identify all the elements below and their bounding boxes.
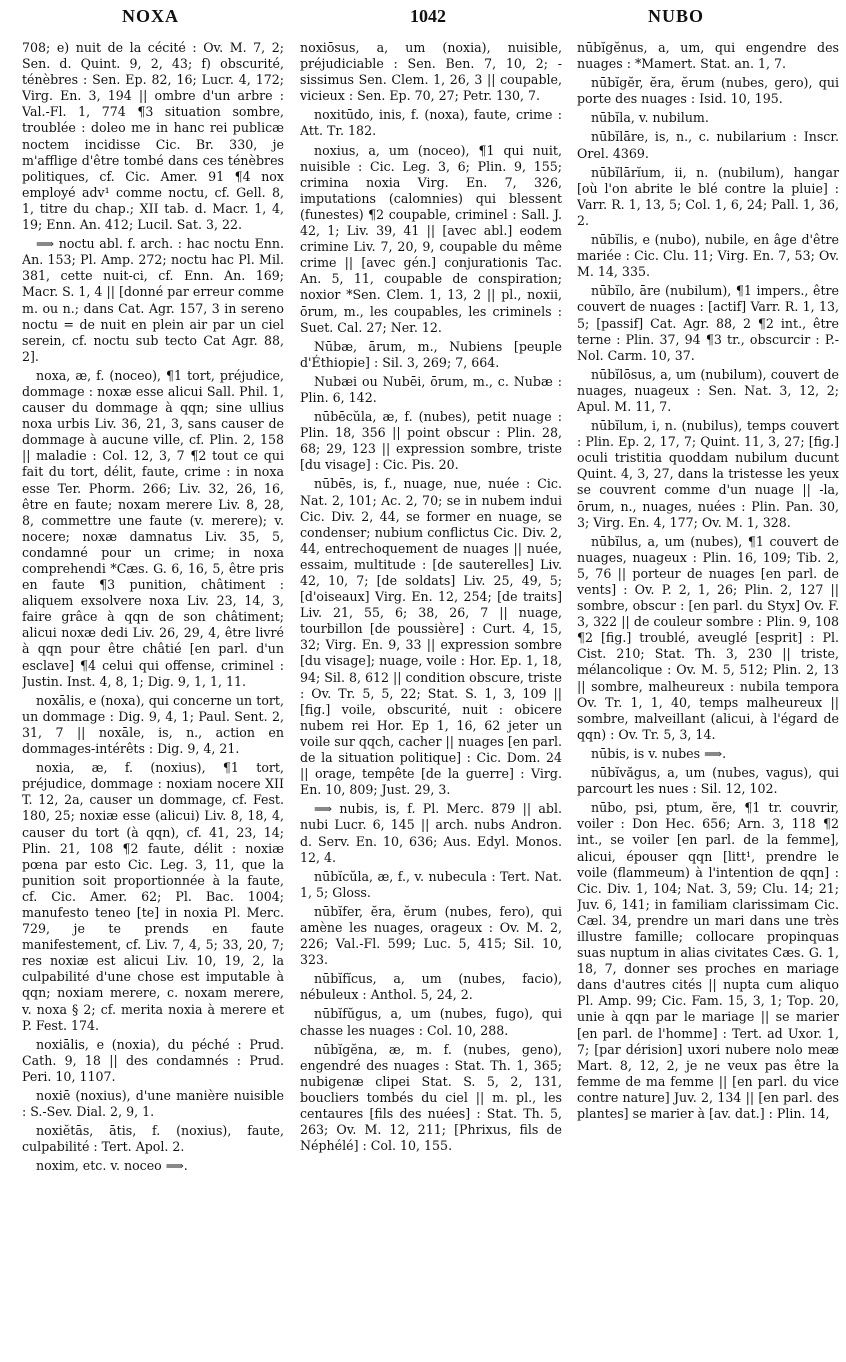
dictionary-entry: nūbĭgĕna, æ, m. f. (nubes, geno), engendré des nuages : Stat. Th. 1, 365; nubigenæ clipei Stat. S. 5, 2, 131, boucliers tombés du ciel || m. pl., les centaures [fils des nuées] : Stat. Th. 5, 263; Ov. M. 12, 211; [Phrixus, fils de Néphélé] : Col. 10, 155.: [300, 1041, 562, 1154]
page-number: 1042: [410, 6, 446, 26]
column-3: [577, 40, 839, 1356]
dictionary-entry: noxius, a, um (noceo), ¶1 qui nuit, nuisible : Cic. Leg. 3, 6; Plin. 9, 155; crimina noxia Virg. En. 7, 326, imputations (calomnies) qui blessent (funestes) ¶2 coupable, criminel : Sall. J. 42, 1; Liv. 39, 41 || [avec abl.] eodem crimine Liv. 7, 20, 9, coupable du même crime || [avec gén.] conjurationis Tac. An. 5, 11, coupable de conspiration; noxior *Sen. Clem. 1, 13, 2 || pl., noxii, ōrum, m., les coupables, les criminels : Suet. Cal. 27; Ner. 12.: [300, 142, 562, 335]
dictionary-entry: nūbĭgĕnus, a, um, qui engendre des nuages : *Mamert. Stat. an. 1, 7.: [577, 40, 839, 72]
dictionary-entry: nūbĭgĕr, ĕra, ĕrum (nubes, gero), qui porte des nuages : Isid. 10, 195.: [577, 75, 839, 107]
dictionary-entry: noxim, etc. v. noceo ⟹.: [36, 1158, 188, 1174]
dictionary-entry: nūbĭfŭgus, a, um (nubes, fugo), qui chasse les nuages : Col. 10, 288.: [300, 1006, 562, 1038]
dictionary-entry: nūbĭfer, ĕra, ĕrum (nubes, fero), qui amène les nuages, orageux : Ov. M. 2, 226; Val.-Fl. 599; Luc. 5, 415; Sil. 10, 323.: [300, 903, 562, 968]
dictionary-entry: Nūbæ, ārum, m., Nubiens [peuple d'Éthiopie] : Sil. 3, 269; 7, 664.: [300, 338, 562, 370]
dictionary-entry: noxiālis, e (noxia), du péché : Prud. Cath. 9, 18 || des condamnés : Prud. Peri. 10, 1107.: [22, 1036, 284, 1084]
dictionary-entry: noxitūdo, inis, f. (noxa), faute, crime : Att. Tr. 182.: [300, 107, 562, 139]
dictionary-entry: nūbis, is v. nubes ⟹.: [591, 745, 727, 761]
dictionary-entry: nūbĭlārĭum, ii, n. (nubilum), hangar [où l'on abrite le blé contre la pluie] : Varr. R. 1, 13, 5; Col. 1, 6, 24; Pall. 1, 36, 2.: [577, 164, 839, 228]
dictionary-entry: noxia, æ, f. (noxius), ¶1 tort, préjudice, dommage : noxiam nocere XII T. 12, 2a, causer un dommage, cf. Fest. 180, 25; noxiæ esse (alicui) Liv. 8, 18, 4, causer du tort (à qqn), cf. 41, 23, 14; Plin. 21, 108 ¶2 faute, délit : noxiæ pœna par esto Cic. Leg. 3, 11, que la punition soit proportionnée à la faute, cf. Cic. Amer. 62; Pl. Bac. 1004; manufesto teneo [te] in noxia Pl. Merc. 729, je te prends en faute manifestement, cf. Liv. 7, 4, 5; 33, 20, 7; res noxiæ est alicui Liv. 10, 19, 2, la culpabilité d'une chose est imputable à qqn; noxiam merere, c. noxam merere, v. noxa § 2; cf. merita noxia à merere et P. Fest. 174.: [22, 760, 284, 1033]
dictionary-entry: noxiē (noxius), d'une manière nuisible : S.-Sev. Dial. 2, 9, 1.: [22, 1088, 284, 1120]
dictionary-entry: ⟹ nubis, is, f. Pl. Merc. 879 || abl. nubi Lucr. 6, 145 || arch. nubs Andron. d. Serv. En. 10, 636; Aus. Edyl. Monos. 12, 4.: [300, 801, 562, 865]
column-2: [300, 40, 562, 1356]
dictionary-entry: nūbēs, is, f., nuage, nue, nuée : Cic. Nat. 2, 101; Ac. 2, 70; se in nubem indui Cic. Div. 2, 44, se former en nuage, se condenser; nubium conflictus Cic. Div. 2, 44, entrechoquement de nuages || nuée, essaim, multitude : [de sauterelles] Liv. 42, 10, 7; [de soldats] Liv. 25, 49, 5; [d'oiseaux] Virg. En. 12, 254; [de traits] Liv. 21, 55, 6; 38, 26, 7 || nuage, tourbillon [de poussière] : Curt. 4, 15, 32; Virg. En. 9, 33 || expression sombre [du visage]; nuage, voile : Hor. Ep. 1, 18, 94; Sil. 8, 612 || condition obscure, triste : Ov. Tr. 5, 5, 22; Stat. S. 1, 3, 109 || [fig.] voile, obscurité, nuit : obicere nubem rei Hor. Ep 1, 16, 62 jeter un voile sur qqch, cacher || nuages [en parl. de la situation politique] : Cic. Dom. 24 || orage, tempête [de la guerre] : Virg. En. 10, 809; Just. 29, 3.: [300, 476, 562, 798]
dictionary-entry: nūbĭlus, a, um (nubes), ¶1 couvert de nuages, nuageux : Plin. 16, 109; Tib. 2, 5, 76 || porteur de nuages [en parl. de vents] : Ov. P. 2, 1, 26; Plin. 2, 127 || sombre, obscur : [en parl. du Styx] Ov. F. 3, 322 || de couleur sombre : Plin. 9, 108 ¶2 [fig.] troublé, aveuglé [esprit] : Pl. Cist. 210; Stat. Th. 3, 230 || triste, mélancolique : Ov. M. 5, 512; Plin. 2, 13 || sombre, malheureux : nubila tempora Ov. Tr. 1, 1, 40, temps malheureux || sombre, malveillant (alicui, à l'égard de qqn) : Ov. Tr. 5, 3, 14.: [577, 533, 839, 742]
dictionary-entry: nūbĭvăgus, a, um (nubes, vagus), qui parcourt les nues : Sil. 12, 102.: [577, 765, 839, 797]
dictionary-entry: nūbĭlum, i, n. (nubilus), temps couvert : Plin. Ep. 2, 17, 7; Quint. 11, 3, 27; [fig.] oculi tristitia quoddam nubilum ducunt Quint. 4, 3, 27, dans la tristesse les yeux se couvrent comme d'un nuage || -la, ōrum, n., nuages, nuées : Plin. Pan. 30, 3; Virg. En. 4, 177; Ov. M. 1, 328.: [577, 418, 839, 530]
column-1: [22, 40, 284, 1356]
dictionary-entry: noxālis, e (noxa), qui concerne un tort, un dommage : Dig. 9, 4, 1; Paul. Sent. 2, 31, 7 || noxāle, is, n., action en dommages-intérêts : Dig. 9, 4, 21.: [22, 692, 284, 757]
dictionary-entry: nūbĭlōsus, a, um (nubilum), couvert de nuages, nuageux : Sen. Nat. 3, 12, 2; Apul. M. 11, 7.: [577, 366, 839, 414]
page-header: [20, 6, 826, 32]
dictionary-entry: nūbĭlis, e (nubo), nubile, en âge d'être mariée : Cic. Clu. 11; Virg. En. 7, 53; Ov. M. 14, 335.: [577, 232, 839, 280]
dictionary-entry: 708; e) nuit de la cécité : Ov. M. 7, 2; Sen. d. Quint. 9, 2, 43; f) obscurité, ténèbres : Sen. Ep. 82, 16; Lucr. 4, 172; Virg. En. 3, 194 || ombre d'un arbre : Val.-Fl. 1, 774 ¶3 situation sombre, troublée : doleo me in hanc rei publicæ noctem incidisse Cic. Br. 330, je m'afflige d'être tombé dans ces ténèbres politiques, cf. Cic. Amer. 91 ¶4 nox employé adv¹ comme noctu, cf. Gell. 8, 1, titre du chap.; XII tab. d. Macr. 1, 4, 19; Enn. An. 412; Lucil. Sat. 3, 22.: [22, 40, 284, 233]
dictionary-entry: nūbĭcŭla, æ, f., v. nubecula : Tert. Nat. 1, 5; Gloss.: [300, 868, 562, 900]
dictionary-entry: nūbĭlo, āre (nubilum), ¶1 impers., être couvert de nuages : [actif] Varr. R. 1, 13, 5; [passif] Cat. Agr. 88, 2 ¶2 int., être terne : Plin. 37, 94 ¶3 tr., obscurcir : P.-Nol. Carm. 10, 37.: [577, 283, 839, 363]
dictionary-entry: noxiōsus, a, um (noxia), nuisible, préjudiciable : Sen. Ben. 7, 10, 2; -sissimus Sen. Clem. 1, 26, 3 || coupable, vicieux : Sen. Ep. 70, 27; Petr. 130, 7.: [300, 40, 562, 104]
dictionary-entry: nūbĭlāre, is, n., c. nubilarium : Inscr. Orel. 4369.: [577, 129, 839, 161]
dictionary-entry: nūbĭla, v. nubilum.: [591, 110, 709, 126]
running-head-right: NUBO: [648, 6, 705, 26]
dictionary-entry: Nubæi ou Nubēi, ōrum, m., c. Nubæ : Plin. 6, 142.: [300, 373, 562, 405]
dictionary-entry: nūbĭfĭcus, a, um (nubes, facio), nébuleux : Anthol. 5, 24, 2.: [300, 971, 562, 1003]
running-head-left: NOXA: [122, 6, 179, 26]
dictionary-entry: nūbēcŭla, æ, f. (nubes), petit nuage : Plin. 18, 356 || point obscur : Plin. 28, 68; 29, 123 || expression sombre, triste [du visage] : Cic. Pis. 20.: [300, 409, 562, 473]
dictionary-entry: nūbo, psi, ptum, ĕre, ¶1 tr. couvrir, voiler : Don Hec. 656; Arn. 3, 118 ¶2 int., se voiler [en parl. de la femme], alicui, épouser qqn [litt¹, prendre le voile (flammeum) à l'intention de qqn] : Cic. Div. 1, 104; Nat. 3, 59; Clu. 14; 21; Juv. 6, 141; in familiam clarissimam Cic. Cæl. 34, prendre un mari dans une très illustre famille; collocare propinquas suas nuptum in alias civitates Cæs. G. 1, 18, 7, donner ses proches en mariage dans d'autres cités || nupta cum aliquo Pl. Amp. 99; Cic. Fam. 15, 3, 1; Top. 20, unie à qqn par le mariage || se marier [en parl. de l'homme] : Tert. ad Uxor. 1, 7; [par dérision] uxori nubere nolo meæ Mart. 8, 12, 2, je ne veux pas être la femme de ma femme || [en parl. du vice contre nature] Juv. 2, 134 || [en parl. des plantes] se marier à [av. dat.] : Plin. 14,: [577, 800, 839, 1121]
dictionary-entry: noxa, æ, f. (noceo), ¶1 tort, préjudice, dommage : noxæ esse alicui Sall. Phil. 1, causer du dommage à qqn; sine ullius noxa urbis Liv. 36, 21, 3, sans causer de dommage à aucune ville, cf. Plin. 2, 158 || maladie : Col. 12, 3, 7 ¶2 tout ce qui fait du tort, délit, faute, crime : in noxa esse Ter. Phorm. 266; Liv. 32, 26, 16, être en faute; noxam merere Liv. 8, 28, 8, commettre une faute (v. merere); v. nocere; noxæ damnatus Liv. 35, 5, condamné pour un crime; in noxa comprehendi *Cæs. G. 6, 16, 5, être pris en faute ¶3 punition, châtiment : aliquem exsolvere noxa Liv. 23, 14, 3, faire grâce à qqn de son châtiment; alicui noxæ dedi Liv. 26, 29, 4, être livré à qqn pour être châtié [en parl. d'un esclave] ¶4 celui qui offense, criminel : Justin. Inst. 4, 8, 1; Dig. 9, 1, 1, 11.: [22, 367, 284, 689]
dictionary-entry: ⟹ noctu abl. f. arch. : hac noctu Enn. An. 153; Pl. Amp. 272; noctu hac Pl. Mil. 381, cette nuit-ci, cf. Enn. An. 169; Macr. S. 1, 4 || [donné par erreur comme m. ou n.; dans Cat. Agr. 157, 3 in sereno noctu = de nuit en plein air par un ciel serein, cf. noctu sub tecto Cat Agr. 88, 2].: [22, 236, 284, 364]
dictionary-entry: noxiĕtās, ātis, f. (noxius), faute, culpabilité : Tert. Apol. 2.: [22, 1123, 284, 1155]
